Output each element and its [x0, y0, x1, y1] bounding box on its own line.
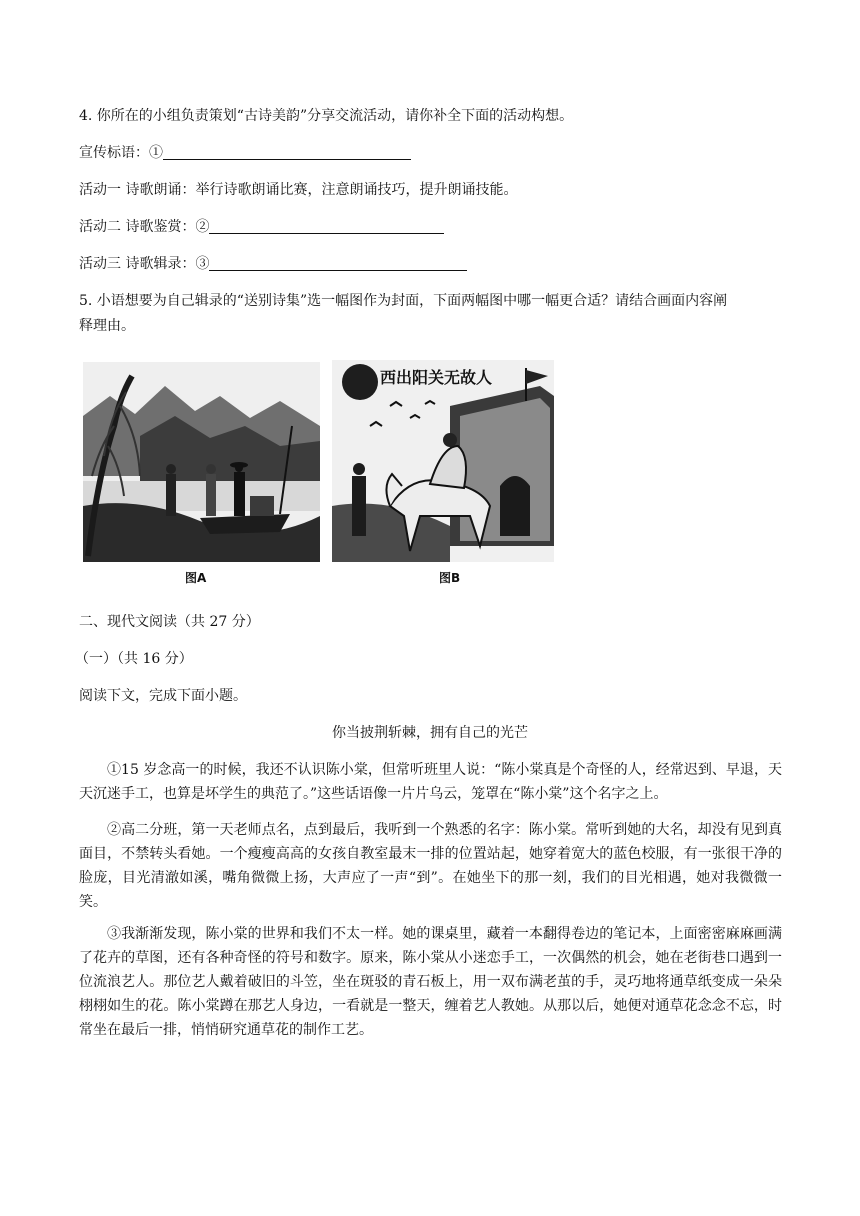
paragraph-3-text: ③我渐渐发现，陈小棠的世界和我们不太一样。她的课桌里，藏着一本翻得卷边的笔记本，上面密密麻麻画满了花卉的草图，还有各种奇怪的符号和数字。原来，陈小棠从小迷恋手工，一次偶然的机会，她在老街巷口遇到一位流浪艺人。那位艺人戴着破旧的斗笠，坐在斑驳的青石板上，用一双布满老茧的手，灵巧地将通草纸变成一朵朵栩栩如生的花。陈小棠蹲在那艺人身边，一看就是一整天，缠着艺人教她。从那以后，她便对通草花念念不忘，时常坐在最后一排，悄悄研究通草花的制作工艺。: [79, 926, 782, 1038]
essay-paragraph-2: [79, 818, 782, 914]
activity-2-answer-blank[interactable]: [209, 219, 444, 234]
activity-3-answer-blank[interactable]: [209, 256, 467, 271]
question-5-prompt-line-2: 释理由。: [79, 318, 135, 334]
question-4-prompt: 4. 你所在的小组负责策划“古诗美韵”分享交流活动，请你补全下面的活动构想。: [79, 108, 574, 124]
activity-3-label: 活动三 诗歌辑录：③: [79, 256, 210, 272]
paragraph-1-text: ①15 岁念高一的时候，我还不认识陈小棠，但常听班里人说：“陈小棠真是个奇怪的人，经常迟到、早退，天天沉迷手工，也算是坏学生的典范了。”这些话语像一片片乌云，笼罩在“陈小棠”这个名字之上。: [79, 762, 782, 802]
subsection-1-heading: （一）（共 16 分）: [75, 651, 193, 667]
activity-2-line: [79, 217, 444, 237]
figure-b-caption: 图B: [439, 571, 461, 585]
figure-b-inscription: 西出阳关无故人: [380, 368, 493, 387]
activity-1-line: 活动一 诗歌朗诵：举行诗歌朗诵比赛，注意朗诵技巧，提升朗诵技能。: [79, 182, 518, 198]
slogan-label: 宣传标语：①: [79, 145, 163, 161]
figure-a-caption: 图A: [185, 571, 207, 585]
reading-instruction: 阅读下文，完成下面小题。: [79, 688, 247, 704]
figure-a-image: [80, 356, 323, 566]
essay-paragraph-1: [79, 758, 782, 806]
activity-3-line: [79, 254, 467, 274]
activity-2-label: 活动二 诗歌鉴赏：②: [79, 219, 210, 235]
figure-b-image: [330, 356, 556, 566]
essay-paragraph-3: [79, 922, 782, 1042]
section-2-heading: 二、现代文阅读（共 27 分）: [79, 614, 260, 630]
essay-title: 你当披荆斩棘，拥有自己的光芒: [332, 725, 528, 741]
slogan-answer-blank[interactable]: [163, 145, 411, 160]
paragraph-2-text: ②高二分班，第一天老师点名，点到最后，我听到一个熟悉的名字：陈小棠。常听到她的大名，却没有见到真面目，不禁转头看她。一个瘦瘦高高的女孩自教室最末一排的位置站起，她穿着宽大的蓝色校服，有一张很干净的脸庞，目光清澈如溪，嘴角微微上扬，大声应了一声“到”。在她坐下的那一刻，我们的目光相遇，她对我微微一笑。: [79, 822, 782, 910]
slogan-line: [79, 143, 411, 163]
question-5-prompt-line-1: 5. 小语想要为自己辑录的“送别诗集”选一幅图作为封面，下面两幅图中哪一幅更合适？请结合画面内容阐: [79, 293, 728, 309]
